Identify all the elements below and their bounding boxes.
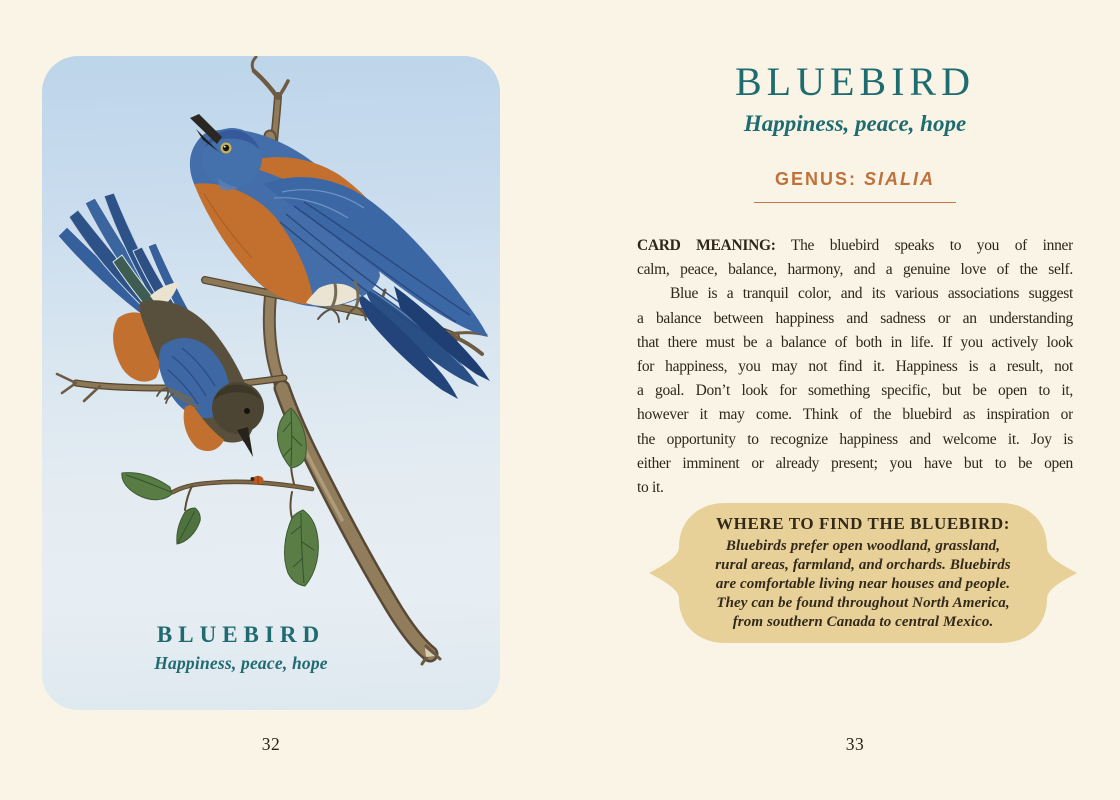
where-to-find-lines [649,537,1077,632]
where-to-find-text [649,503,1077,643]
where-to-find-line: They can be found throughout North America, [716,595,1010,611]
meaning-paragraph-2 [637,282,1073,500]
meaning-line: that there must be a balance of both in life. If you actively look [637,333,1073,351]
meaning-line: the opportunity to recognize happiness and welcome it. Joy is [637,430,1073,448]
meaning-line: Blue is a tranquil color, and its various associations suggest [670,285,1073,303]
card-title: BLUEBIRD [156,622,326,647]
genus-heading [637,169,1073,190]
right-page-number: 33 [845,734,865,754]
meaning-line: for happiness, you may not find it. Happiness is a result, not [637,358,1073,376]
card-subtitle: Happiness, peace, hope [154,653,328,674]
where-to-find-line: from southern Canada to central Mexico. [732,614,994,630]
card-caption [42,622,440,674]
where-to-find-line: Bluebirds prefer open woodland, grassland, [725,538,1001,554]
male-bluebird [190,114,490,399]
where-to-find-line: are comfortable living near houses and people. [715,576,1011,592]
meaning-line: calm, peace, balance, harmony, and a genuine love of the self. [637,261,1073,279]
card-illustration [42,56,500,710]
meaning-line: however it may come. Think of the bluebird as inspiration or [637,406,1073,424]
right-page [637,0,1073,800]
meaning-line: a goal. Don’t look for something specific, but be open to it, [637,382,1073,400]
card-meaning-text [637,234,1073,500]
page-subtitle: Happiness, peace, hope [743,111,967,136]
meaning-line: either imminent or already present; you have but to be open [637,454,1073,472]
meaning-first-line [637,234,1073,258]
where-to-find-title: WHERE TO FIND THE BLUEBIRD: [716,514,1010,533]
where-to-find-box [649,503,1077,643]
meaning-line: a balance between happiness and sadness or an understanding [637,309,1073,327]
genus-label: GENUS: [774,169,857,189]
where-to-find-line: rural areas, farmland, and orchards. Bluebirds [715,557,1011,573]
genus-underline [754,202,956,203]
left-page-number: 32 [261,734,281,754]
meaning-label: CARD MEANING: [637,237,776,254]
meaning-first-line-rest: The bluebird speaks to you of inner [790,237,1073,254]
bluebird-oracle-card [42,56,500,710]
genus-value: SIALIA [864,169,936,189]
meaning-paragraph-1 [637,258,1073,282]
page-title: BLUEBIRD [735,59,975,104]
meaning-line: to it. [637,479,664,497]
